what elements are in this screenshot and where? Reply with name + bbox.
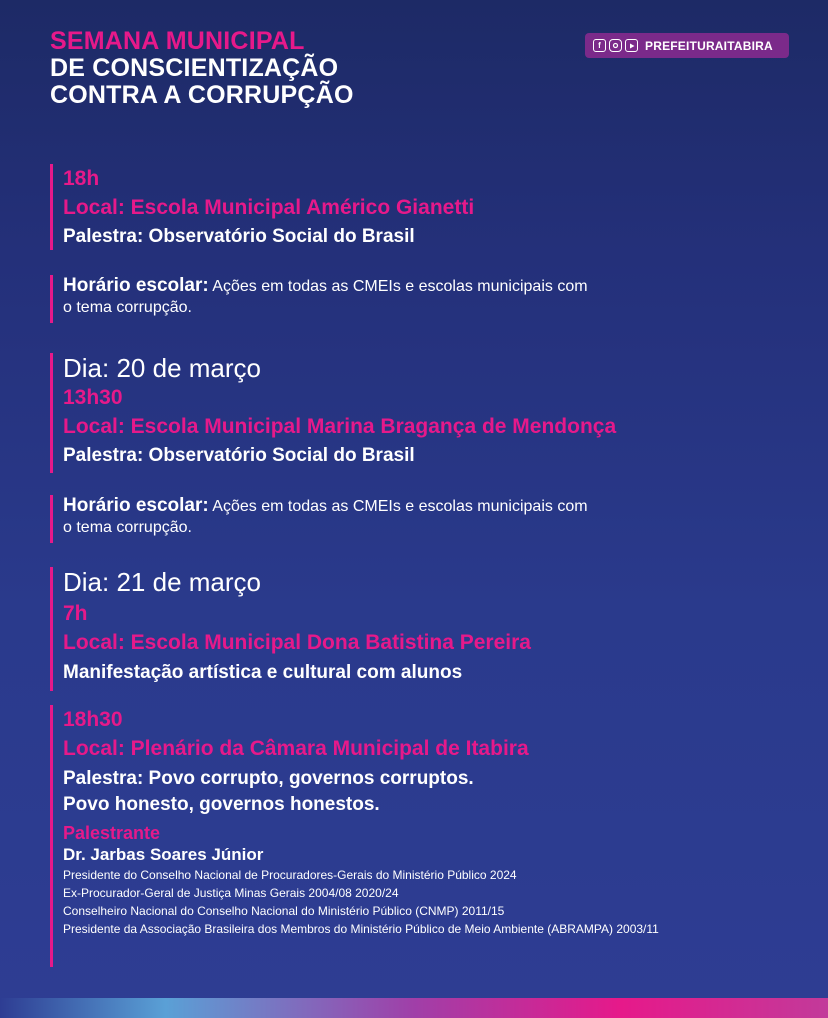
speaker-credential: Conselheiro Nacional do Conselho Nacional do Ministério Público (CNMP) 2011/15 <box>63 904 505 918</box>
event-talk: Palestra: Povo corrupto, governos corruptos. <box>63 768 474 789</box>
youtube-icon[interactable] <box>625 39 638 52</box>
event-location: Local: Plenário da Câmara Municipal de Itabira <box>63 737 529 760</box>
page-title <box>50 28 354 109</box>
event-location: Local: Escola Municipal Américo Gianetti <box>63 196 475 219</box>
facebook-icon[interactable]: f <box>593 39 606 52</box>
day-heading: Dia: 21 de março <box>63 567 261 597</box>
day-21-block <box>50 567 531 691</box>
speaker-credential: Presidente do Conselho Nacional de Procuradores-Gerais do Ministério Público 2024 <box>63 868 517 882</box>
social-badge[interactable] <box>585 33 789 58</box>
event-activity: Manifestação artística e cultural com alunos <box>63 662 463 683</box>
event-talk-2: Povo honesto, governos honestos. <box>63 794 380 815</box>
note-label: Horário escolar: <box>63 275 209 296</box>
bottom-gradient-bar <box>0 998 828 1018</box>
speaker-credential: Ex-Procurador-Geral de Justiça Minas Gerais 2004/08 2020/24 <box>63 886 399 900</box>
event-time: 13h30 <box>63 386 123 409</box>
school-hours-note <box>50 275 588 323</box>
note-text-2: o tema corrupção. <box>63 519 192 536</box>
event-time: 18h <box>63 167 100 190</box>
speaker-label: Palestrante <box>63 823 161 843</box>
note-text: Ações em todas as CMEIs e escolas municipais com <box>208 498 588 515</box>
day-20-block <box>50 353 616 473</box>
note-text: Ações em todas as CMEIs e escolas municipais com <box>208 278 588 295</box>
title-line-3: CONTRA A CORRUPÇÃO <box>50 81 354 109</box>
note-text-2: o tema corrupção. <box>63 299 192 316</box>
note-label: Horário escolar: <box>63 495 209 516</box>
event-block-18h30 <box>50 705 659 967</box>
instagram-icon[interactable] <box>609 39 622 52</box>
event-block-18h <box>50 164 474 250</box>
title-line-2: DE CONSCIENTIZAÇÃO <box>50 54 339 82</box>
speaker-credential: Presidente da Associação Brasileira dos Membros do Ministério Público de Meio Ambiente (ABRAMPA) 2003/11 <box>63 922 659 936</box>
event-time: 7h <box>63 602 88 625</box>
title-line-1: SEMANA MUNICIPAL <box>50 27 305 55</box>
speaker-name: Dr. Jarbas Soares Júnior <box>63 845 264 864</box>
event-location: Local: Escola Municipal Dona Batistina Pereira <box>63 631 531 654</box>
school-hours-note <box>50 495 588 543</box>
event-time: 18h30 <box>63 708 123 731</box>
event-location: Local: Escola Municipal Marina Bragança de Mendonça <box>63 415 617 438</box>
event-talk: Palestra: Observatório Social do Brasil <box>63 226 415 247</box>
day-heading: Dia: 20 de março <box>63 353 261 383</box>
social-handle[interactable]: PREFEITURAITABIRA <box>645 38 773 53</box>
event-talk: Palestra: Observatório Social do Brasil <box>63 445 415 466</box>
